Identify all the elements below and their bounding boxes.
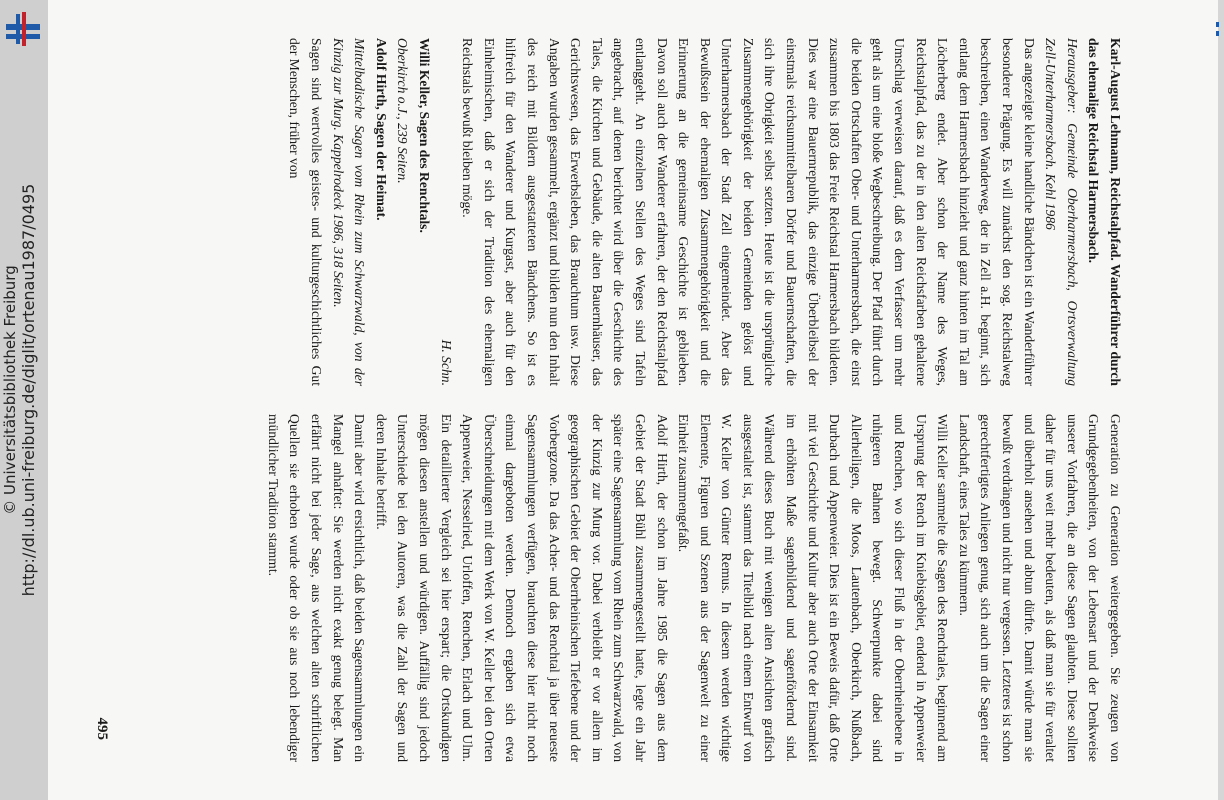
- review-publisher-hirth: Mittelbadische Sagen vom Rhein zum Schwarzwald, von der Kinzig zur Murg. Kappelrodeck 1986, 318 Seiten.: [330, 38, 368, 386]
- left-column: [284, 38, 1126, 386]
- review-body-hirth-start: Sagen sind wertvolles geistes- und kulturgeschichtliches Gut der Menschen, früher von: [287, 38, 325, 386]
- rotated-text-page: [60, 20, 1150, 780]
- review-publisher-lehmann: Herausgeber: Gemeinde Oberharmersbach, Ortsverwaltung Zell-Unterharmersbach. Kehl 1986: [1043, 38, 1080, 386]
- paragraph-4: Damit aber wird ersichtlich, daß beiden Sagensammlungen ein Mangel anhaftet: Sie werden nicht exakt genug belegt. Man erfährt nicht bei jeder Sage, aus welchen alten schriftlichen Quellen sie erhoben wurde oder ob sie aus noch lebendiger mündlicher Tradition stammt.: [265, 414, 368, 762]
- review-body-lehmann: Das angezeigte kleine handliche Bändchen ist ein Wanderführer besonderer Prägung. Es will zunächst den sog. Reichstalweg beschreiben, einen Wanderweg, der in Zell a.H. beginnt, sich entlang dem Harmersbach hinzieht und ganz hinten im Tal am Löcherberg endet. Aber schon der Name des Weges, Reichstalpfad, das zu der in den alten Reichsfarben gehaltene Umschlag verweisen darauf, daß es dem Verfasser um mehr geht als um eine bloße Wegbeschreibung. Der Pfad führt durch die beiden Ortschaften Ober- und Unterharmersbach, die einst zusammen bis 1803 das Freie Reichstal Harmersbach bildeten. Dies war eine Bauernrepublik, das einzige Überbleibsel der einstmals reichsunmittelbaren Dörfer und Bauernschaften, die sich ihre Obrigkeit selbst setzten. Heute ist die ursprüngliche Zusammengehörigkeit der beiden Gemeinden gelöst und Unterharmersbach der Stadt Zell eingemeindet. Aber das Bewußtsein der ehemaligen Zusammengehörigkeit und die Erinnerung an die gemeinsame Geschichte ist geblieben. Davon soll auch der Wanderer erfahren, der den Reichstalpfad entlanggeht. An einzelnen Stellen des Weges sind Tafeln angebracht, auf denen berichtet wird über die Geschichte des Tales, die Kirchen und Gebäude, die alten Bauernhäuser, das Gerichtswesen, das Erwerbsleben, das Brauchtum usw. Diese Angaben wurden gesammelt, ergänzt und bilden nun den Inhalt des reich mit Bildern ausgestatteten Bändchens. So ist es hilfreich für den Wanderer und Kurgast, aber auch für den Einheimischen, daß er sich der Tradition des ehemaligen Reichstals bewußt bleiben möge.: [460, 38, 1037, 386]
- paragraph-2: Willi Keller sammelte die Sagen des Renchtales, beginnend am Ursprung der Rench im Kniebisgebiet, endend in Appenweier und Renchen, wo sich dieser Fluß in der Oberrheinebene in ruhigeren Bahnen bewegt. Schwerpunkte dabei sind Allerheiligen, die Moos, Lautenbach, Oberkirch, Nußbach, Durbach und Appenweier. Dies ist ein Beweis dafür, daß Orte mit viel Geschichte und Kultur aber auch Orte der Einsamkeit im erhöhten Maße sagenbildend und sagenfördernd sind. Während dieses Buch mit wenigen alten Ansichten grafisch ausgestaltet ist, stammt das Titelbild nach einem Entwurf von W. Keller von Günter Remus. In diesem werden wichtige Elemente, Figuren und Szenen aus der Sagenwelt zu einer Einheit zusammengefaßt.: [676, 414, 951, 762]
- scan-margin: [0, 0, 48, 800]
- paragraph-1: Generation zu Generation weitergegeben. Sie zeugen von Grundgegebenheiten, von der Lebensart und der Denkweise unserer Vorfahren, die an diese Sagen glaubten. Diese sollten daher für uns weit mehr bedeuten, als daß man sie für veraltet und überholt ansehen und abtun dürfte. Damit würde man sie bewußt verdrängen und nicht nur vergessen. Letzteres ist schon gerechtfertigtes Anliegen genug, sich auch um die Sagen einer Landschaft, eines Tales zu kümmern.: [956, 414, 1123, 762]
- review-title-hirth: Adolf Hirth, Sagen der Heimat.: [373, 38, 389, 221]
- review-title-lehmann: Karl-August Lehmann, Reichstalpfad. Wanderführer durch das ehemalige Reichstal Harmersbach.: [1086, 38, 1123, 386]
- paragraph-3: Adolf Hirth, der schon im Jahre 1985 die Sagen aus dem Gebiet der Stadt Bühl zusammengestellt hatte, legte ein Jahr später eine Sagensammlung vom Rhein zum Schwarzwald, von der Kinzig zur Murg vor. Dabei verbleibt er vor allem im geographischen Gebiet der Oberrheinischen Tiefebene und der Vorbergzone. Da das Acher- und das Renchtal ja über neueste Sagensammlungen verfügen, brauchten diese hier nicht noch einmal dargeboten werden. Dennoch ergaben sich etwa Überschneidungen mit dem Werk von W. Keller bei den Orten Appenweier, Nesselried, Urloffen, Renchen, Erlach und Ulm. Ein detaillierter Vergleich sei hier erspart; die Ortskundigen mögen diesen anstellen und würdigen. Auffällig sind jedoch Unterschiede bei den Autoren, was die Zahl der Sagen und deren Inhalte betrifft.: [373, 414, 670, 762]
- scan-url: http://dl.ub.uni-freiburg.de/diglit/ortenau1987/0495: [19, 183, 38, 597]
- edge-marks-icon: [1216, 22, 1220, 38]
- review-publisher-keller: Oberkirch o.J., 239 Seiten.: [395, 38, 411, 184]
- right-column: [262, 414, 1126, 762]
- review-title-keller: Willi Keller, Sagen des Renchtals.: [417, 38, 432, 233]
- page-edge: [1218, 0, 1224, 800]
- scan-copyright: © Universitätsbibliothek Freiburg: [1, 265, 19, 515]
- page-number: 495: [94, 717, 110, 740]
- review-signature: H. Schn.: [438, 339, 454, 386]
